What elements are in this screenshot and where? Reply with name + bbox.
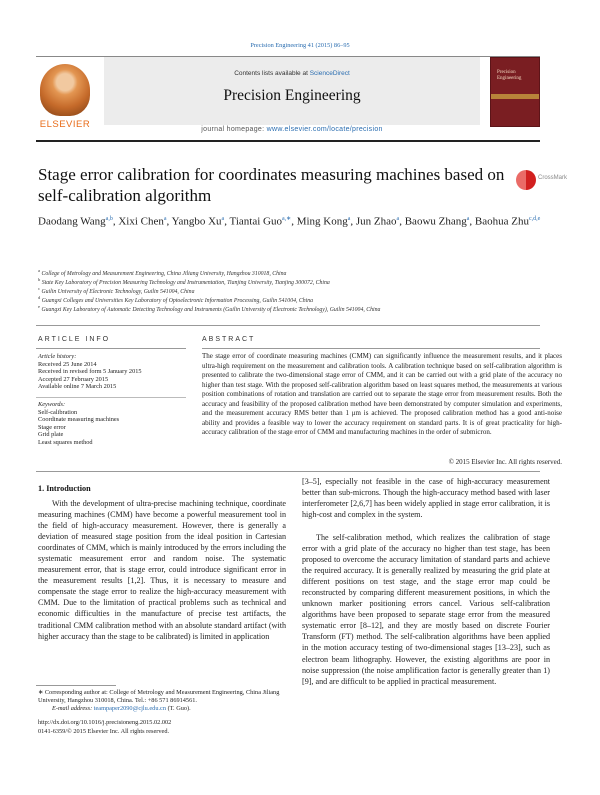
intro-column-1: With the development of ultra-precise machining technique, coordinate measuring machines (CMM) have become a powerful measurement tool in the field of high-accuracy measurement. However, there is generally a deviation of measured stage position from the ideal position in Cartesian coordinates of CMM, which is mainly introduced by the errors including the systematic measurement error and random noise. The systematic measurement error, that is stage error, could introduce significant error in the measurement results [1,2]. Thus, it is necessary to measure and compensate the stage error to realize the high-accuracy measurement with CMM. Due to the limitation of practical problems such as technical and economic difficulties in the manufacture of precise test artifacts, the traditional CMM calibration method with an absolute standard artifact (with higher accuracy than the stage to be calibrated) is limited in application [38, 499, 286, 641]
article-info-heading: ARTICLE INFO [38, 336, 111, 343]
abstract-text: The stage error of coordinate measuring machines (CMM) can significantly influence the measurement results, and it places ultra-high requirement on the measurement and calibration tools. A calibration technique based on self-calibration algorithm is presented to calibrate the two-dimensional stage error of CMM, and it can be carried out with a grid plate of the accuracy no higher than test stage. With the proposed self-calibration algorithm based on least squares method, the measurements at various position combinations of rotation and translation are carried out to separate the stage error from measurement results. Both the accuracy and feasibility of the proposed calibration method have been demonstrated by computer simulation and experiments, and the measurement accuracy RMS better than 1 μm is achieved. The proposed calibration method has a good anti-noise ability and provides a feasible way to lower the accuracy requirement on standard parts. It is of great practicality for high-accuracy calibration of the stage error of CMM and manufacturing machines in the order of submicron. [202, 352, 562, 437]
abstract-copyright: © 2015 Elsevier Inc. All rights reserved. [448, 458, 562, 466]
intro-column-2-para-2: The self-calibration method, which realizes the calibration of stage error with a grid plate of the accuracy no higher than test stage, has been proposed to overcome the accuracy limitation of standard parts and achieve the required accuracy. It is generally realized by measuring the grid plate at different positions on test stage, and the stage error map could be reconstructed by comparing different measurement positions, in which the unknown marker positioning errors cancel. Various self-calibration algorithms have been proposed to separate stage error from the measured systematic error [8–12], and they are mostly based on discrete Fourier Transform (FT) method. The self-calibration algorithms have been applied in the motion accuracy testing of two-dimensional stages [13–23], such as electron beam lithography. However, the existing algorithms are poor in noise suppression (the noise amplification factor is generally greater than 1) [9], and are difficult to be applied in practical measurement. [302, 533, 550, 686]
article-title: Stage error calibration for coordinates measuring machines based on self-calibration algorithm [38, 165, 505, 205]
author-affiliation-mark[interactable]: a [466, 216, 470, 222]
author-name: Jun Zhao [355, 215, 397, 228]
author-list: Daodang Wang$^{a,b}$, Xixi Chen$^a$, Yangbo Xu$^a$, Tiantai Guo$^{a,∗}$, Ming Kong$^a$, Jun Zhao$^a$, Baowu Zhang$^a$, Baohua Zhu$^{c,d,e}$ [38, 215, 541, 228]
author-affiliation-mark[interactable]: c,d,e [528, 216, 541, 222]
article-history: Article history: Received 25 June 2014 Received in revised form 5 January 2015 Accepted 27 February 2015 Available online 7 March 2015 [38, 353, 142, 391]
history-rule [36, 397, 186, 398]
corresponding-author-note: ∗ Corresponding author at: College of Metrology and Measurement Engineering, China Jiliang University, Hangzhou 310018, China. Tel.: +86 571 86914561. [38, 689, 280, 704]
journal-cover-thumbnail [490, 57, 540, 127]
footnote-rule [36, 685, 116, 686]
email-note: E-mail address: teampaper2090@cjlu.edu.cn (T. Guo). [52, 705, 191, 712]
abstract-heading: ABSTRACT [202, 336, 256, 343]
author-name: Xixi Chen [118, 215, 164, 228]
author-affiliation-mark[interactable]: a,b [105, 216, 113, 222]
abstract-bottom-rule [36, 471, 540, 472]
affiliation-b: $^b$ State Key Laboratory of Precision Measuring Technology and Instrumentation, Tianjing University, Tianjing 300072, China [38, 277, 330, 286]
article-info-rule [36, 348, 186, 349]
abstract-rule [202, 348, 540, 349]
author-name: Baohua Zhu [474, 215, 529, 228]
introduction-heading: 1. Introduction [38, 484, 91, 493]
journal-name: Precision Engineering [223, 87, 361, 104]
author-affiliation-mark[interactable]: a [163, 216, 167, 222]
publisher-name: ELSEVIER [39, 119, 91, 130]
header-top-rule [36, 56, 540, 57]
email-link[interactable]: teampaper2090@cjlu.edu.cn [93, 705, 166, 712]
author-name: Baowu Zhang [404, 215, 467, 228]
affiliation-c: $^c$ Guilin University of Electronic Technology, Guilin 541004, China [38, 286, 195, 295]
author-name: Yangbo Xu [171, 215, 222, 228]
author-affiliation-mark[interactable]: a [347, 216, 351, 222]
elsevier-logo [36, 60, 94, 128]
cover-stripe [491, 94, 539, 99]
elsevier-tree-icon [40, 64, 90, 116]
affiliation-e: $^e$ Guangxi Key Laboratory of Automatic Detecting Technology and Instruments (Guilin University of Electronic Technology), Guilin 541004, China [38, 304, 381, 313]
author-name: Tiantai Guo [229, 215, 282, 228]
author-affiliation-mark[interactable]: a [221, 216, 225, 222]
contents-line: Contents lists available at ScienceDirect [234, 70, 350, 77]
author-affiliation-mark[interactable]: a [396, 216, 400, 222]
affiliation-d: $^d$ Guangxi Colleges and Universities Key Laboratory of Optoelectronic Information Processing, Guilin 541004, China [38, 295, 314, 304]
cover-title: Precision Engineering [497, 70, 522, 81]
intro-column-2-para-1: [3–5], especially not feasible in the case of high-accuracy measurement better than sub-microns. Though the high-accuracy method based with laser interferometer [2,6,7] has been widely applied in stage error calibration, it is high-cost and complex in the system. [302, 477, 550, 520]
crossmark-label: CrossMark [538, 175, 568, 181]
header-bottom-rule [36, 140, 540, 142]
issn-line: 0141-6359/© 2015 Elsevier Inc. All rights reserved. [38, 728, 170, 735]
author-name: Daodang Wang [38, 215, 106, 228]
author-affiliation-mark[interactable]: a,∗ [282, 216, 292, 222]
affiliation-a: $^a$ College of Metrology and Measurement Engineering, China Jiliang University, Hangzhou 310018, China [38, 268, 287, 277]
journal-homepage: journal homepage: www.elsevier.com/locate/precision [201, 126, 383, 133]
homepage-link[interactable]: www.elsevier.com/locate/precision [266, 126, 383, 133]
journal-reference[interactable]: Precision Engineering 41 (2015) 86–95 [250, 42, 350, 49]
affiliations-rule [36, 325, 540, 326]
author-name: Ming Kong [296, 215, 348, 228]
doi-link[interactable]: http://dx.doi.org/10.1016/j.precisioneng.2015.02.002 [38, 719, 172, 726]
sciencedirect-link[interactable]: ScienceDirect [309, 70, 350, 77]
keywords: Keywords: Self-calibration Coordinate measuring machines Stage error Grid plate Least squares method [38, 401, 120, 446]
crossmark-icon[interactable] [516, 170, 536, 190]
